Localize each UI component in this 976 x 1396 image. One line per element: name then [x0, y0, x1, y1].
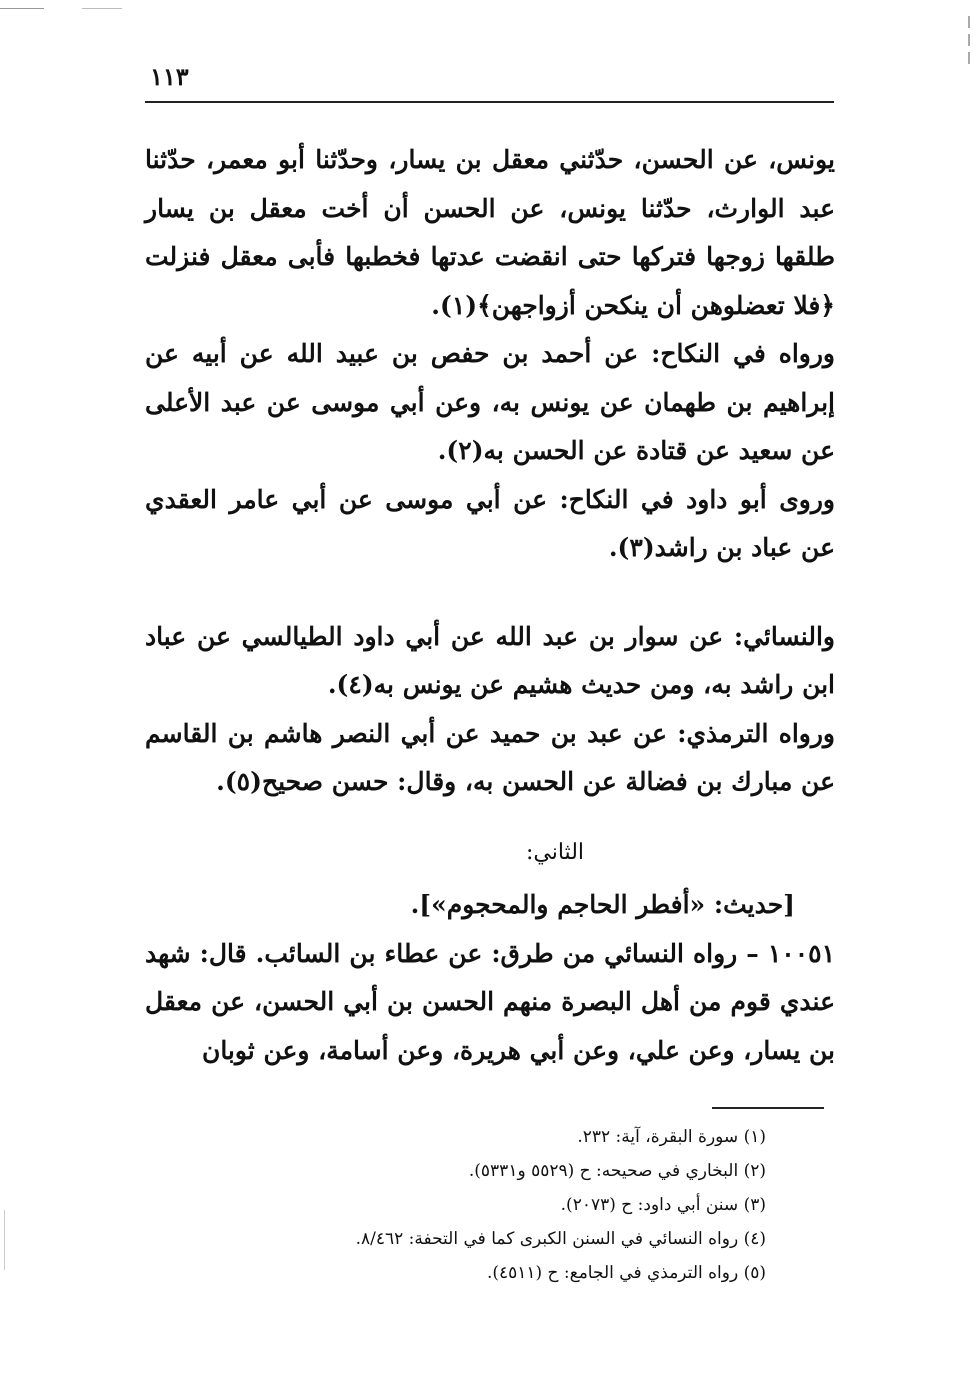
hadith-text: – رواه النسائي من طرق: عن عطاء بن السائب. قال: شهد عندي قوم من أهل البصرة منهم الحسن بن أبي الحسن، عن معقل بن يسار، وعن علي، وعن أبي هريرة، وعن أسامة، وعن ثوبان: [145, 938, 835, 1065]
page-edge-marks: [964, 10, 974, 100]
header-rule: [145, 101, 834, 103]
footnote: (٥) رواه الترمذي في الجامع: ح (٤٥١١).: [486, 1263, 766, 1283]
paragraph: ورواه الترمذي: عن عبد بن حميد عن أبي النصر هاشم بن القاسم عن مبارك بن فضالة عن الحسن به، وقال: حسن صحيح(٥).: [145, 718, 835, 796]
paragraph: والنسائي: عن سوار بن عبد الله عن أبي داود الطيالسي عن عباد ابن راشد به، ومن حديث هشيم عن يونس به(٤).: [145, 621, 835, 699]
footnote: (٣) سنن أبي داود: ح (٢٠٧٣).: [560, 1195, 766, 1215]
footnote: (٤) رواه النسائي في السنن الكبرى كما في التحفة: ٨/٤٦٢.: [355, 1229, 766, 1249]
footnote-rule: [712, 1107, 824, 1109]
footnotes: [206, 1120, 766, 1290]
paragraph: وروى أبو داود في النكاح: عن أبي موسى عن أبي عامر العقدي عن عباد بن راشد(٣).: [145, 484, 835, 562]
footnote: (٢) البخاري في صحيحه: ح (٥٥٢٩ و٥٣٣١).: [468, 1161, 766, 1181]
scan-edge-mark: [82, 8, 122, 9]
scan-edge-mark: [0, 8, 44, 9]
paragraph: ورواه في النكاح: عن أحمد بن حفص بن عبيد الله عن أبيه عن إبراهيم بن طهمان عن يونس به، وعن أبي موسى عن عبد الأعلى عن سعيد عن قتادة عن الحسن به(٢).: [145, 339, 835, 465]
page-number: ١١٣: [150, 62, 189, 91]
paragraph-gap: [145, 573, 835, 613]
section-label: الثاني:: [525, 839, 585, 865]
footnote: (١) سورة البقرة، آية: ٢٣٢.: [577, 1127, 766, 1147]
hadith-number: ١٠٠٥١: [767, 938, 835, 968]
hadith-title: [حديث: «أفطر الحاجم والمحجوم»].: [410, 890, 795, 919]
body-text: [145, 136, 835, 1075]
paragraph: يونس، عن الحسن، حدّثني معقل بن يسار، وحدّثنا أبو معمر، حدّثنا عبد الوارث، حدّثنا يونس، عن الحسن أن أخت معقل بن يسار طلقها زوجها فتركها حتى انقضت عدتها فخطبها فأبى معقل فنزلت ﴿فلا تعضلوهن أن ينكحن أزواجهن﴾(١).: [145, 145, 835, 320]
page-edge-mark: [4, 1210, 5, 1270]
hadith-entry: [145, 930, 835, 1076]
